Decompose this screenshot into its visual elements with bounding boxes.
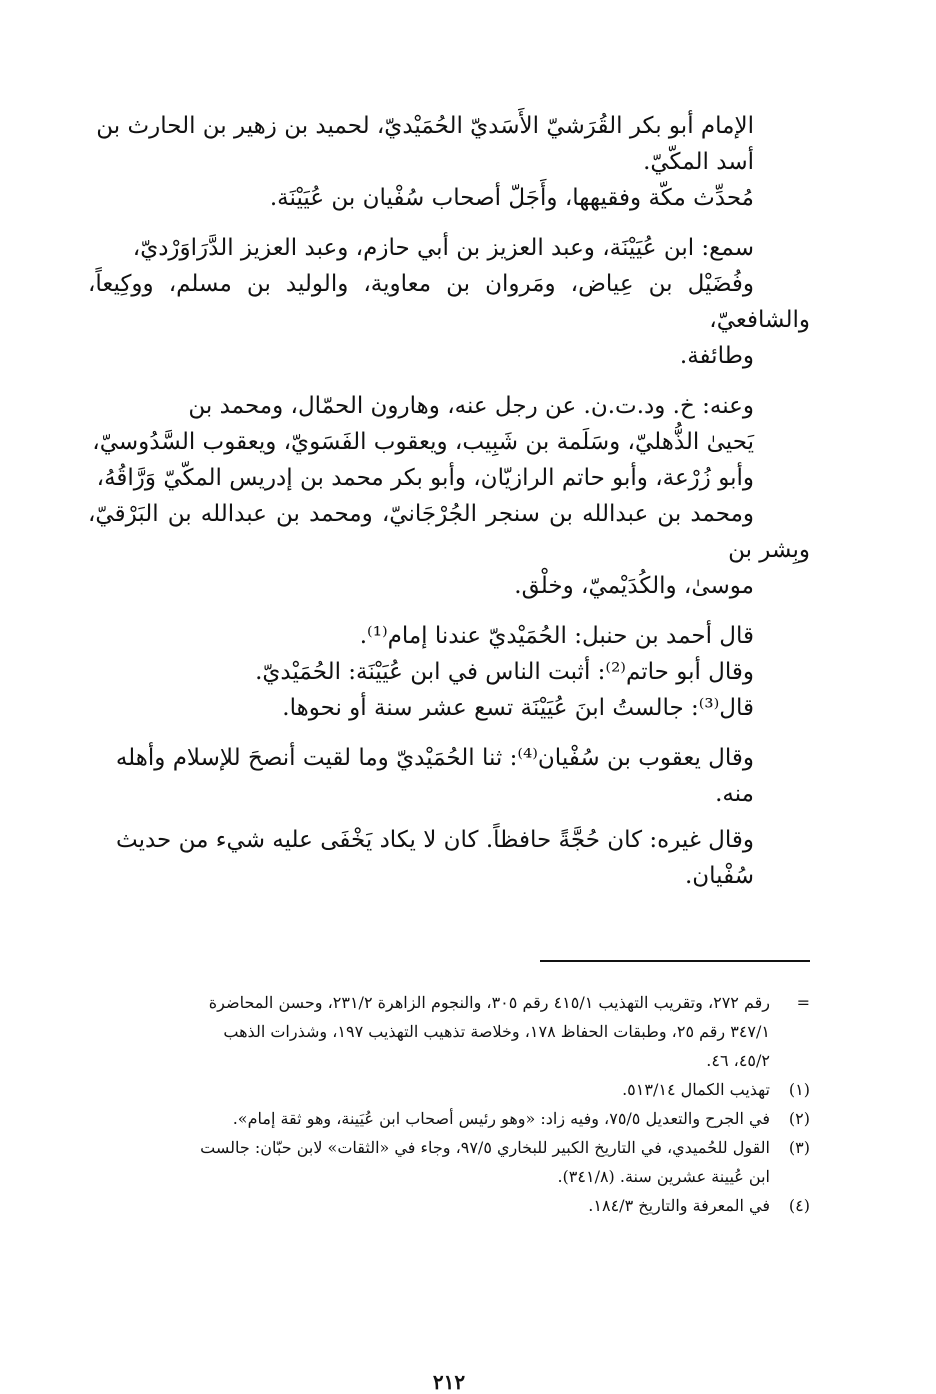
- quote-yaqub: [88, 740, 810, 812]
- text-line: أسد المكّيّ.: [643, 149, 754, 175]
- text-line: وقال أبو حاتم⁽²⁾: أثبت الناس في ابن عُيَيْنَة: الحُمَيْديّ.: [255, 659, 754, 685]
- footnote-separator: [540, 960, 810, 962]
- footnote-line: في المعرفة والتاريخ ١٨٤/٣.: [588, 1196, 770, 1215]
- text-line: موسىٰ، والكُدَيْميّ، وخلْق.: [514, 573, 754, 599]
- quote-other: [88, 822, 810, 894]
- text-line: سُفْيان.: [684, 863, 754, 889]
- text-line: وعنه: خ. ود.ت.ن. عن رجل عنه، وهارون الحمّال، ومحمد بن: [188, 393, 754, 419]
- text-line: قال⁽³⁾: جالستُ ابنَ عُيَيْنَة تسع عشر سنة أو نحوها.: [282, 695, 754, 721]
- text-line: وقال غيره: كان حُجَّةً حافظاً. كان لا يكاد يَخْفَى عليه شيء من حديث: [115, 827, 754, 853]
- text-line: ومحمد بن عبدالله بن سنجر الجُرْجَانيّ، ومحمد بن عبدالله بن البَرْقيّ، وبِشر بن: [88, 501, 810, 563]
- text-line: سمع: ابن عُيَيْنَة، وعبد العزيز بن أبي حازم، وعبد العزيز الدَّرَاوَرْديّ،: [132, 235, 754, 261]
- text-line: الإمام أبو بكر القُرَشيّ الأَسَديّ الحُمَيْديّ، لحميد بن زهير بن الحارث بن: [96, 113, 754, 139]
- footnote-2: [88, 1104, 810, 1133]
- footnote-line: القول للحُميدي، في التاريخ الكبير للبخاري ٩٧/٥، وجاء في «الثقات» لابن حبّان: جالست: [200, 1138, 770, 1157]
- page-number: ٢١٢: [432, 1370, 466, 1394]
- footnote-mark: (١): [788, 1080, 810, 1099]
- footnote-line: رقم ٢٧٢، وتقريب التهذيب ٤١٥/١ رقم ٣٠٥، والنجوم الزاهرة ٢٣١/٢، وحسن المحاضرة: [208, 993, 770, 1012]
- paragraph-description: [88, 180, 810, 216]
- quote-ahmad: [88, 618, 810, 654]
- footnote-mark: (٤): [788, 1196, 810, 1215]
- footnote-line: ابن عُيينة عشرين سنة. (٣٤١/٨).: [557, 1167, 770, 1186]
- paragraph-students: [88, 388, 810, 604]
- text-line: يَحيىٰ الذُّهليّ، وسَلَمة بن شَبِيب، ويعقوب الفَسَويّ، ويعقوب السَّدُوسيّ،: [92, 429, 754, 455]
- text-line: وقال يعقوب بن سُفْيان⁽⁴⁾: ثنا الحُمَيْديّ وما لقيت أنصحَ للإسلام وأهله: [115, 745, 754, 771]
- footnote-3: [88, 1133, 810, 1191]
- quote-qala: [88, 690, 810, 726]
- footnote-line: تهذيب الكمال ٥١٣/١٤.: [622, 1080, 770, 1099]
- footnote-1: [88, 1075, 810, 1104]
- footnote-line: ٣٤٧/١ رقم ٢٥، وطبقات الحفاظ ١٧٨، وخلاصة تذهيب التهذيب ١٩٧، وشذرات الذهب: [223, 1022, 770, 1041]
- text-line: منه.: [715, 781, 754, 807]
- footnote-line: ٤٥/٢، ٤٦.: [706, 1051, 770, 1070]
- footnote-4: [88, 1191, 810, 1220]
- footnote-continued: [88, 988, 810, 1075]
- paragraph-intro: [88, 108, 810, 180]
- text-line: وفُضَيْل بن عِياض، ومَروان بن معاوية، والوليد بن مسلم، ووكِيعاً، والشافعيّ،: [88, 271, 810, 333]
- text-line: وطائفة.: [679, 343, 754, 369]
- footnote-mark: (٣): [788, 1138, 810, 1157]
- paragraph-teachers: [88, 230, 810, 374]
- page-content: [88, 108, 810, 1394]
- footnote-line: في الجرح والتعديل ٧٥/٥، وفيه زاد: «وهو رئيس أصحاب ابن عُيَينة، وهو ثقة إمام».: [232, 1109, 770, 1128]
- text-line: مُحدِّث مكّة وفقيهها، وأَجَلّ أصحاب سُفْيان بن عُيَيْنَة.: [269, 185, 754, 211]
- quote-abu-hatim: [88, 654, 810, 690]
- footnotes: [88, 988, 810, 1220]
- text-line: وأبو زُرْعة، وأبو حاتم الرازيّان، وأبو بكر محمد بن إدريس المكّيّ وَرَّاقُهُ،: [96, 465, 754, 491]
- footnote-mark: =: [796, 993, 810, 1012]
- text-line: قال أحمد بن حنبل: الحُمَيْديّ عندنا إمام⁽¹⁾.: [359, 623, 754, 649]
- footnote-mark: (٢): [788, 1109, 810, 1128]
